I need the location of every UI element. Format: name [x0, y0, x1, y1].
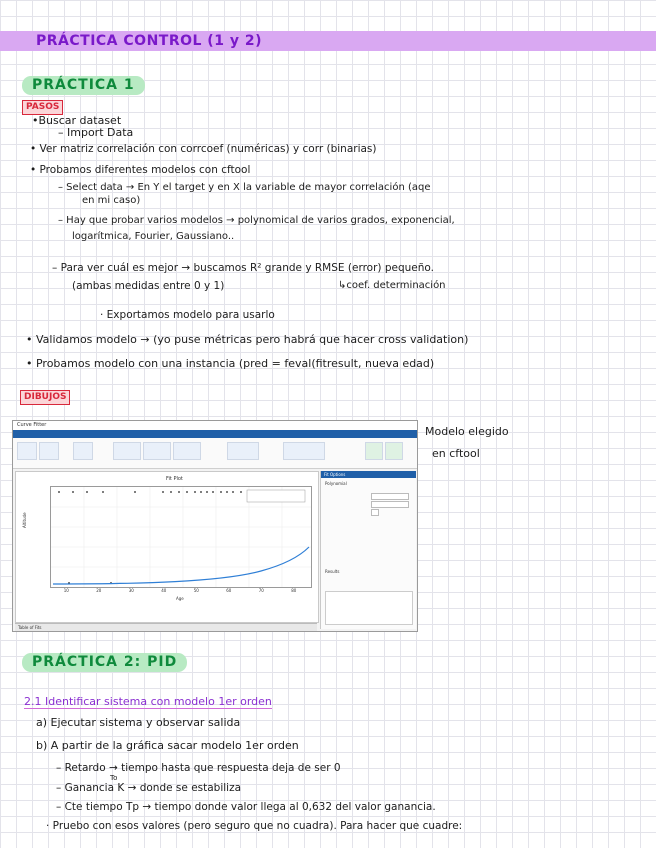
x-tick: 50: [193, 588, 199, 593]
note-line: – Select data → En Y el target y en X la variable de mayor correlación (aqe: [58, 182, 431, 193]
note-line: · Exportamos modelo para usarlo: [100, 309, 275, 321]
image-caption: Modelo elegido: [425, 425, 509, 438]
note-line: – Hay que probar varios modelos → polynomical de varios grados, exponencial,: [58, 215, 455, 226]
exponential-button[interactable]: [143, 442, 171, 460]
ribbon-tabbar: [13, 430, 417, 438]
export-button[interactable]: [365, 442, 383, 460]
fit-options-header: [321, 471, 416, 478]
y-axis-label: Altitude: [22, 512, 27, 528]
practica2-heading: PRÁCTICA 2: PID: [22, 653, 187, 672]
note-line: • Probamos diferentes modelos con cftool: [30, 164, 251, 176]
x-tick: 80: [291, 588, 297, 593]
select-data-button[interactable]: [73, 442, 93, 460]
x-tick: 70: [258, 588, 264, 593]
dibujos-tag: DIBUJOS: [20, 390, 70, 405]
pasos-tag: PASOS: [22, 100, 63, 115]
results-title: Results: [325, 569, 340, 574]
plot-legend: [247, 490, 305, 502]
note-annotation: ↳coef. determinación: [338, 280, 446, 291]
x-axis-label: Age: [176, 596, 184, 601]
x-tick: 10: [63, 588, 69, 593]
note-line: • Ver matriz correlación con corrcoef (numéricas) y corr (binarias): [30, 143, 377, 155]
note-line: (ambas medidas entre 0 y 1): [72, 280, 225, 292]
new-session-button[interactable]: [17, 442, 37, 460]
note-line: · Pruebo con esos valores (pero seguro que no cuadra). Para hacer que cuadre:: [46, 820, 463, 832]
plot-axes[interactable]: [50, 486, 312, 588]
note-line: • Probamos modelo con una instancia (pred = feval(fitresult, nueva edad): [26, 357, 435, 370]
open-session-button[interactable]: [39, 442, 59, 460]
section-heading: 2.1 Identificar sistema con modelo 1er orden: [24, 695, 272, 708]
center-scale-checkbox[interactable]: [371, 509, 379, 516]
fit-curve: [53, 547, 309, 584]
image-caption: en cftool: [432, 447, 480, 460]
ribbon-toolbar: [13, 438, 417, 469]
robust-field[interactable]: [371, 501, 409, 508]
note-line: – Cte tiempo Tp → tiempo donde valor llega al 0,632 del valor ganancia.: [56, 801, 436, 813]
data-points: [58, 491, 266, 584]
layout-button[interactable]: [385, 442, 403, 460]
page-title: PRÁCTICA CONTROL (1 y 2): [36, 33, 262, 49]
note-line: •Buscar dataset: [32, 114, 122, 127]
cftool-screenshot: [12, 420, 418, 632]
note-line: – Import Data: [58, 126, 134, 139]
fit-type-label: Polynomial: [325, 481, 347, 486]
fourier-button[interactable]: [173, 442, 201, 460]
fit-plot-panel: [15, 471, 319, 623]
degree-field[interactable]: [371, 493, 409, 500]
window-title: Curve Fitter: [17, 422, 47, 428]
x-tick-labels: [50, 588, 310, 593]
fit-type-gallery[interactable]: [113, 442, 141, 460]
note-line: – Para ver cuál es mejor → buscamos R² grande y RMSE (error) pequeño.: [52, 262, 434, 274]
fit-options-panel: [320, 471, 416, 629]
table-of-fits: [15, 623, 317, 632]
note-line: • Validamos modelo → (yo puse métricas pero habrá que hacer cross validation): [26, 333, 469, 346]
x-tick: 60: [226, 588, 232, 593]
note-line: b) A partir de la gráfica sacar modelo 1er orden: [36, 739, 299, 752]
coefficients-table: [325, 591, 413, 625]
practica1-heading: PRÁCTICA 1: [22, 76, 145, 95]
plot-canvas: [51, 487, 311, 587]
x-tick: 20: [96, 588, 102, 593]
note-line: – Ganancia K → donde se estabiliza: [56, 782, 242, 794]
x-tick: 40: [161, 588, 167, 593]
plot-title: Fit Plot: [166, 476, 183, 482]
residuals-button[interactable]: [283, 442, 325, 460]
note-line: a) Ejecutar sistema y observar salida: [36, 716, 241, 729]
panel-title: Fit Options: [324, 472, 346, 477]
note-line: logarítmica, Fourier, Gaussiano..: [72, 231, 235, 242]
note-line: en mi caso): [82, 195, 141, 206]
note-line: – Retardo → tiempo hasta que respuesta deja de ser 0: [56, 762, 341, 774]
fit-options-button[interactable]: [227, 442, 259, 460]
note-subscript: To: [110, 774, 118, 782]
table-header: Table of Fits: [18, 625, 42, 630]
x-tick: 30: [128, 588, 134, 593]
